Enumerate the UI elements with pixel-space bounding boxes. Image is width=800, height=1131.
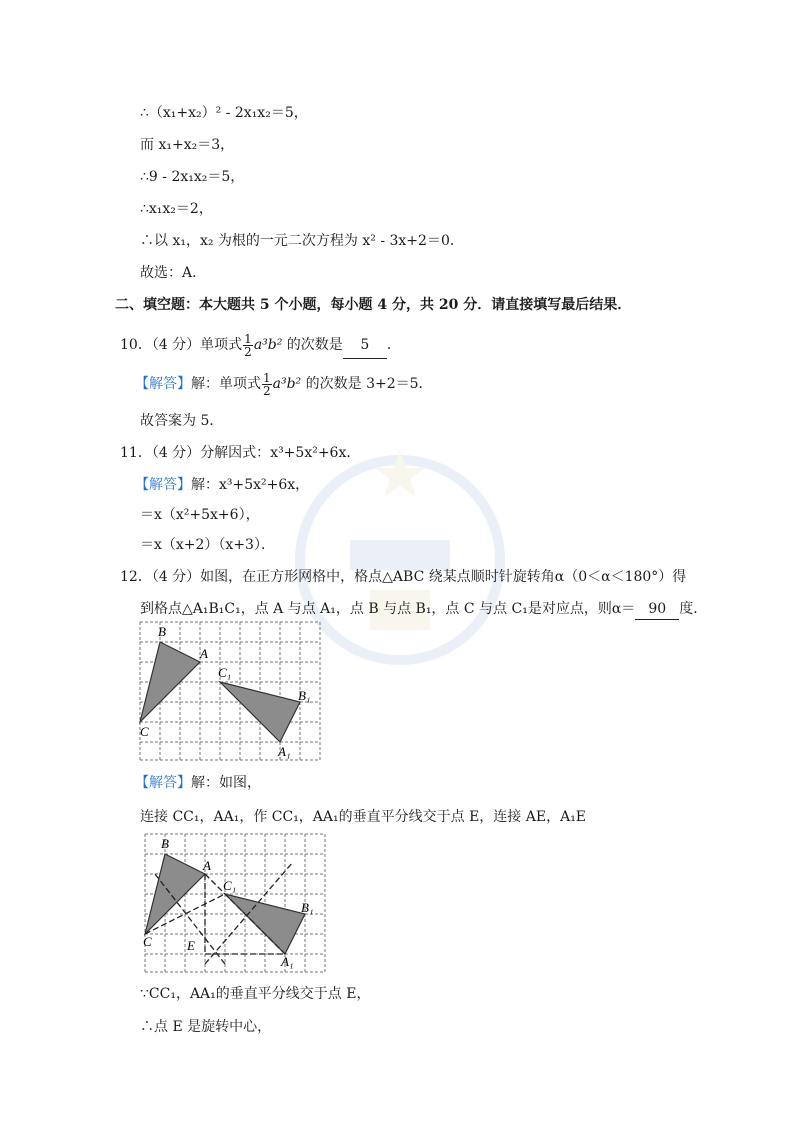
q12-solution-step-2: 连接 CC₁，AA₁，作 CC₁，AA₁的垂直平分线交于点 E，连接 AE，A₁E (140, 809, 587, 825)
q10-end: ． (386, 337, 401, 353)
q10-sol-end: 的次数是 3+2＝5． (301, 376, 433, 392)
solution-line-5: ∴以 x₁，x₂ 为根的一元二次方程为 x² - 3x+2＝0． (140, 233, 464, 249)
q12-solution (135, 773, 261, 793)
q12-answer: 90 (635, 599, 679, 620)
label-a: A (200, 646, 208, 661)
q10-frac-den: 2 (244, 344, 252, 359)
question-12-line-1: 12．（4 分）如图，在正方形网格中，格点△ABC 绕某点顺时针旋转角α（0＜α＜180°）得 (120, 569, 687, 585)
q10-sol-frac-den: 2 (263, 383, 271, 398)
q11-solution-step-3: ＝x（x+2）（x+3）． (140, 537, 275, 553)
question-10 (120, 332, 401, 359)
label-a1: A₁ (281, 954, 294, 969)
question-12-line-2 (140, 599, 707, 620)
q12-solution-tag: 【解答】 (135, 775, 191, 791)
q10-frac-num: 1 (244, 331, 252, 346)
label-e: E (187, 938, 195, 953)
q10-solution (135, 371, 433, 397)
q10-sol-fraction (262, 372, 272, 397)
label-c1: C₁ (223, 878, 237, 893)
section-heading: 二、填空题：本大题共 5 个小题，每小题 4 分，共 20 分．请直接填写最后结果． (115, 297, 632, 313)
label-c1: C₁ (218, 665, 232, 680)
label-b1: B₁ (298, 688, 311, 703)
solution-line-3: ∴9 - 2x₁x₂＝5， (140, 169, 245, 185)
solution-line-1: ∴（x₁+x₂）² - 2x₁x₂＝5， (140, 105, 308, 121)
rotation-figure-question (138, 620, 324, 762)
q11-solution (135, 475, 309, 495)
q10-sol-prefix: 解：单项式 (191, 376, 261, 392)
q12-solution-step-3: ∵CC₁，AA₁的垂直平分线交于点 E， (140, 986, 371, 1002)
label-b: B (161, 836, 169, 851)
solution-line-2: 而 x₁+x₂＝3， (140, 137, 235, 153)
q10-sol-term: a³b² (272, 376, 302, 392)
q10-fraction (243, 333, 253, 358)
rotation-figure-solution (143, 832, 329, 974)
q10-solution-tag: 【解答】 (135, 376, 191, 392)
q10-sol-frac-num: 1 (263, 370, 271, 385)
q10-conclusion: 故答案为 5． (140, 413, 224, 429)
question-11: 11．（4 分）分解因式：x³+5x²+6x． (120, 445, 361, 461)
label-b1: B₁ (301, 900, 314, 915)
label-b: B (158, 624, 166, 639)
label-c: C (143, 934, 152, 949)
q10-prefix: 10．（4 分）单项式 (120, 337, 243, 353)
q10-answer: 5 (343, 332, 387, 359)
q11-solution-tag: 【解答】 (135, 477, 191, 493)
label-a1: A₁ (278, 744, 291, 759)
label-c: C (140, 724, 149, 739)
choice-conclusion: 故选：A． (140, 265, 207, 281)
q11-sol-1: 解：x³+5x²+6x， (191, 477, 310, 493)
q10-term: a³b² (253, 337, 283, 353)
q12-line2-prefix: 到格点△A₁B₁C₁，点 A 与点 A₁，点 B 与点 B₁，点 C 与点 C₁是对应点，则α＝ (140, 601, 636, 617)
label-a: A (203, 858, 211, 873)
q12-sol-1: 解：如图， (191, 775, 261, 791)
q12-line2-end: 度． (679, 601, 708, 617)
q11-solution-step-2: ＝x（x²+5x+6）， (140, 507, 260, 523)
q10-mid: 的次数是 (282, 337, 343, 353)
q12-solution-step-4: ∴点 E 是旋转中心， (140, 1019, 272, 1035)
solution-line-4: ∴x₁x₂＝2， (140, 201, 213, 217)
